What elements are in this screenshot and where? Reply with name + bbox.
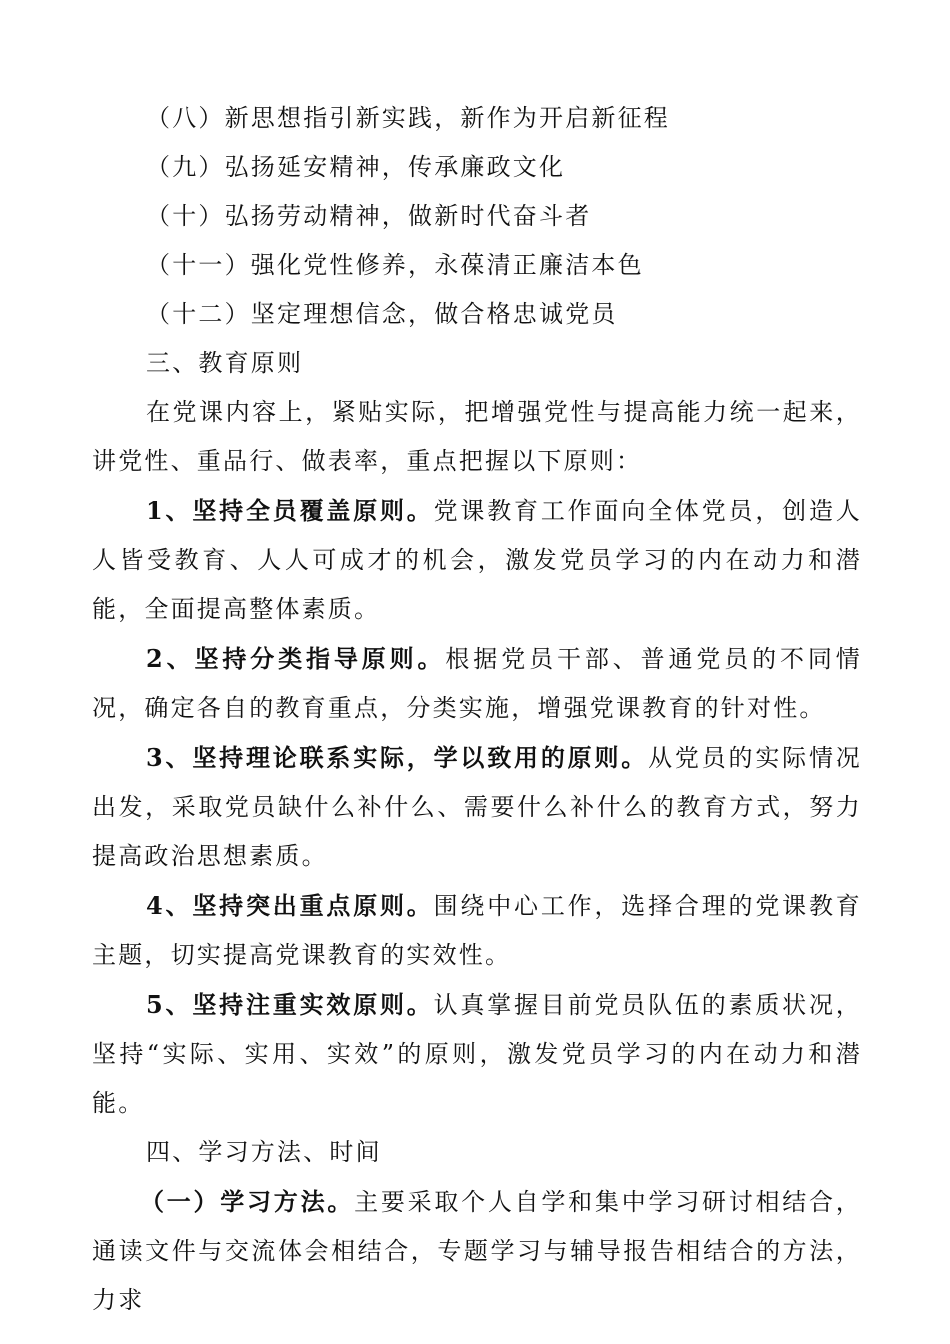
principle-4 [92,881,862,980]
section-heading-methods: 四、学习方法、时间 [146,1138,382,1166]
topic-item-8: （八）新思想指引新实践，新作为开启新征程 [146,104,670,132]
principle-title: 2、坚持分类指导原则。 [146,644,446,673]
topic-item-9: （九）弘扬延安精神，传承廉政文化 [146,153,566,181]
principle-title: 5、坚持注重实效原则。 [146,990,434,1019]
principle-5 [92,980,862,1128]
principle-1 [92,486,862,634]
topic-item-10: （十）弘扬劳动精神，做新时代奋斗者 [146,202,592,230]
principle-text: 认真掌握目前党员队伍的素质状况，坚持“实际、实用、实效”的原则，激发党员学习的内在动力和潜能。 [92,991,862,1117]
topic-item-11: （十一）强化党性修养，永葆清正廉洁本色 [146,251,644,279]
principle-text: 围绕中心工作，选择合理的党课教育主题，切实提高党课教育的实效性。 [92,892,862,969]
method-title: （一）学习方法。 [140,1187,355,1216]
principle-3 [92,733,862,881]
principle-2 [92,634,862,733]
method-text: 主要采取个人自学和集中学习研讨相结合，通读文件与交流体会相结合，专题学习与辅导报告相结合的方法，力求 [92,1188,862,1314]
principle-title: 1、坚持全员覆盖原则。 [146,496,434,525]
document-body [92,94,862,1325]
principle-text: 从党员的实际情况出发，采取党员缺什么补什么、需要什么补什么的教育方式，努力提高政治思想素质。 [92,744,863,870]
principles-intro: 在党课内容上，紧贴实际，把增强党性与提高能力统一起来，讲党性、重品行、做表率，重点把握以下原则： [92,398,862,475]
principle-text: 根据党员干部、普通党员的不同情况，确定各自的教育重点，分类实施，增强党课教育的针对性。 [92,645,862,722]
topic-item-12: （十二）坚定理想信念，做合格忠诚党员 [146,300,618,328]
principle-text: 党课教育工作面向全体党员，创造人人皆受教育、人人可成才的机会，激发党员学习的内在动力和潜能，全面提高整体素质。 [92,497,862,623]
section-heading-principles: 三、教育原则 [146,349,304,377]
principle-title: 3、坚持理论联系实际，学以致用的原则。 [146,743,649,772]
principle-title: 4、坚持突出重点原则。 [146,891,434,920]
method-paragraph [92,1177,862,1325]
